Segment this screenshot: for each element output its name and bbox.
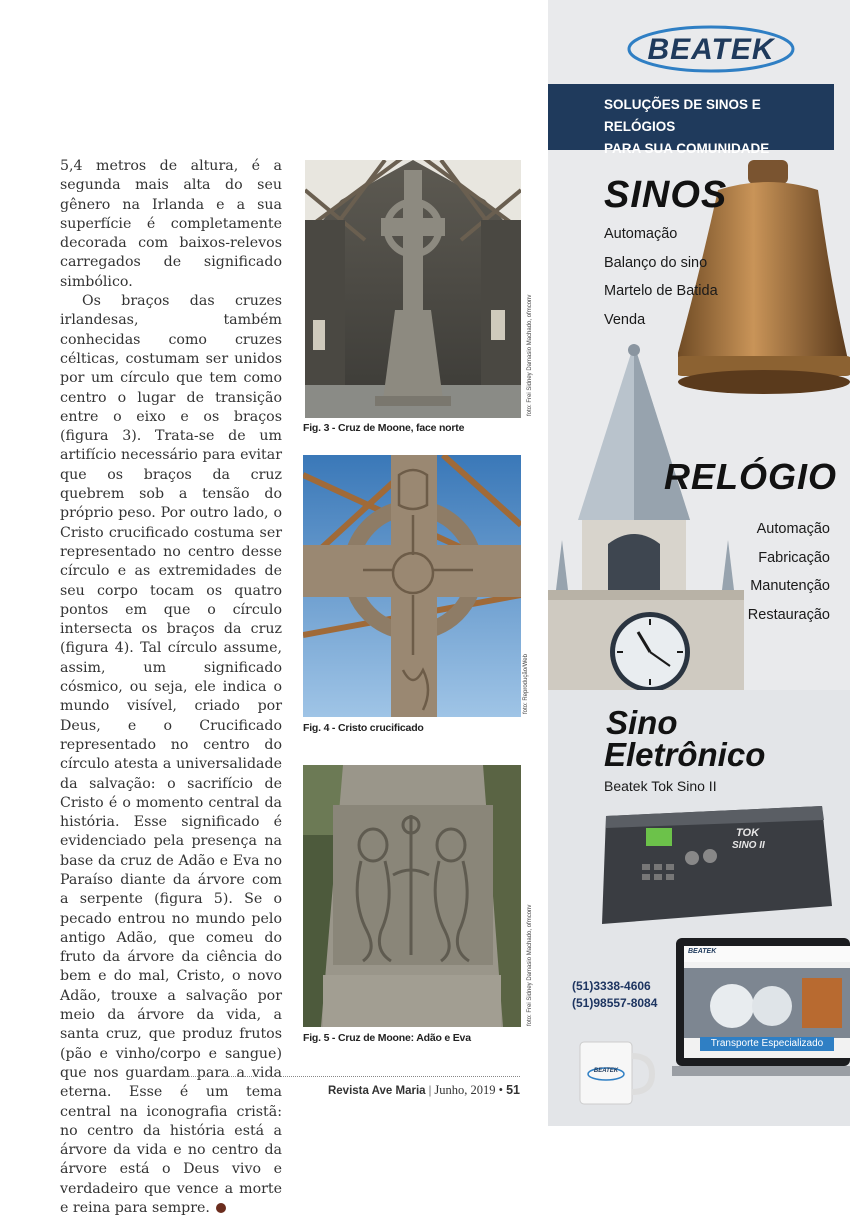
laptop-site-logo: BEATEK: [688, 948, 717, 955]
figure-4-photo: [303, 455, 521, 717]
figure-5-caption: Fig. 5 - Cruz de Moone: Adão e Eva: [303, 1032, 471, 1044]
magazine-name: Revista Ave Maria: [327, 1085, 426, 1097]
device-label-2: SINO II: [732, 840, 765, 851]
sinos-service: Automação: [604, 226, 678, 242]
figure-3-caption: Fig. 3 - Cruz de Moone, face norte: [303, 422, 465, 434]
device-model: Beatek Tok Sino II: [604, 778, 717, 794]
beatek-advertisement: [548, 0, 850, 1126]
clock-face-icon: [608, 610, 692, 694]
relogio-services-list: [748, 515, 830, 629]
relogio-service: Automação: [756, 521, 830, 537]
page-footer: [168, 1083, 520, 1098]
figure-3: [303, 160, 521, 440]
adam-and-eve-relief-image: [303, 765, 521, 1027]
sinos-service: Martelo de Batida: [604, 283, 718, 299]
figure-4-photo-credit: foto: Reprodução/Web: [523, 654, 529, 714]
sinos-service: Venda: [604, 311, 646, 328]
figure-5-photo: [303, 765, 521, 1027]
brand-name: BEATEK: [647, 33, 775, 66]
sino-eletronico-heading-2: Eletrônico: [604, 736, 766, 773]
article-paragraph-1: 5,4 metros de altura, é a segunda mais alta do seu gênero na Irlanda e a sua superfície é completamente decorada com baixos-relevos carregados de significado simbólico.: [60, 158, 282, 290]
relogio-service: Fabricação: [758, 549, 830, 566]
figure-3-photo-credit: foto: Frei Sidney Damasio Machado, ofmconv: [527, 294, 533, 416]
page-number: 51: [506, 1083, 520, 1097]
mug-logo: BEATEK: [593, 1068, 619, 1074]
footer-bullet: •: [498, 1083, 503, 1097]
tok-sino-device-icon: [602, 806, 834, 926]
sinos-services-list: [604, 220, 718, 334]
sinos-service: Balanço do sino: [604, 254, 708, 271]
article-paragraph-2: [60, 292, 282, 1218]
figure-5: [303, 765, 521, 1050]
relogio-heading: RELÓGIO: [664, 456, 838, 497]
footer-divider: [168, 1076, 520, 1077]
beatek-mug-icon: [576, 1040, 656, 1110]
device-label-1: TOK: [736, 827, 760, 839]
end-mark-icon: [216, 1203, 226, 1213]
phone-number-2: (51)98557-8084: [572, 996, 658, 1010]
phone-number-1: (51)3338-4606: [572, 979, 651, 993]
issue-date: Junho, 2019: [434, 1083, 496, 1097]
tagline-line-1: SOLUÇÕES DE SINOS E RELÓGIOS: [604, 97, 761, 134]
crucified-christ-cross-image: [303, 455, 521, 717]
relogio-service: Manutenção: [750, 578, 830, 594]
sino-eletronico-heading-1: Sino: [606, 704, 678, 741]
laptop-icon: [672, 938, 850, 1098]
footer-separator: |: [428, 1083, 432, 1097]
figure-4: [303, 455, 521, 737]
high-cross-north-face-image: [305, 160, 521, 418]
figure-4-caption: Fig. 4 - Cristo crucificado: [303, 722, 424, 734]
relogio-service: Restauração: [747, 606, 830, 623]
article-paragraph-2-text: Os braços das cruzes irlandesas, também conhecidas como cruzes célticas, costumam ser unidos por um círculo que tem como centro o lugar de transição entre o eixo e os braços (figura 3). Trata-se de um artifício necessário para evitar que os braços da cruz quebrem sob a tensão do próprio peso. Por outro lado, o Cristo crucificado costuma ser representado no centro desse círculo e as extremidades de seu corpo tocam os quatro pontos em que o círculo intersecta os braços da cruz (figura 4). Tal círculo assume, assim, um significado cósmico, ou seja, ele indica o mundo visível, criado por Deus, e o Crucificado representado no centro do círculo atesta a universalidade da salvação: o sacrifício de Cristo é o momento central da história. Esse significado é evidenciado pela presença na base da cruz de Adão e Eva no Paraíso diante da árvore com a serpente (figura 5). Se o pecado entrou no mundo pelo antigo Adão, que comeu do fruto da árvore da ciência do bem e do mal, Cristo, o novo Adão, trouxe a salvação por meio da árvore da vida, a santa cruz, que produz frutos (pão e vinho/corpo e sangue) que nos guardam para a vida eterna. Esse é um tema central na iconografia cristã: no centro da história está a árvore da vida e no centro da árvore está o Deus vivo e verdadeiro que vence a morte e reina para sempre.: [60, 293, 282, 1217]
figure-3-photo: [305, 160, 521, 418]
tagline-line-2: PARA SUA COMUNIDADE: [604, 141, 770, 156]
laptop-banner-text: Transporte Especializado: [700, 1037, 834, 1051]
tagline-banner: [548, 84, 834, 156]
article-body: [60, 157, 282, 1218]
sinos-heading: SINOS: [604, 174, 728, 216]
figure-5-photo-credit: foto: Frei Sidney Damasio Machado, ofmconv: [527, 904, 533, 1026]
